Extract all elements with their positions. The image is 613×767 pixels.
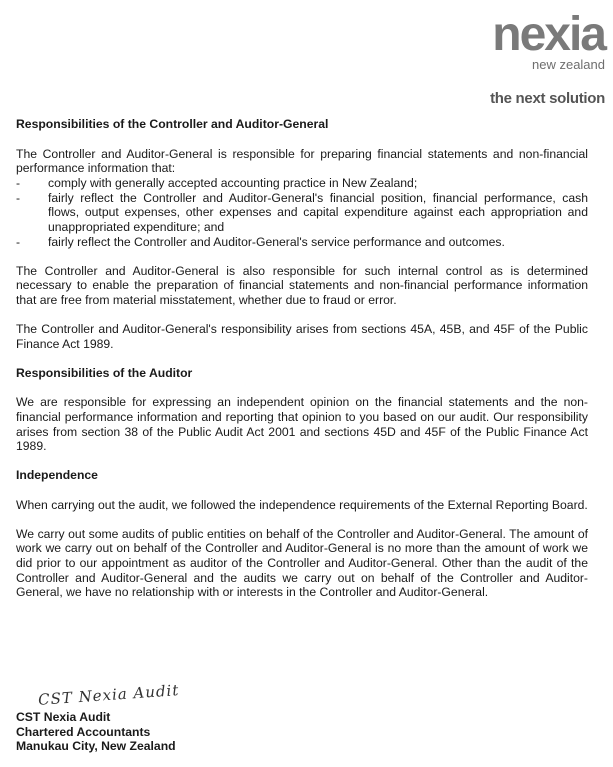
controller-para3: The Controller and Auditor-General's responsibility arises from sections 45A, 45B, and 45F of the Public Finance Act 1989. [16,322,588,351]
controller-para2: The Controller and Auditor-General is also responsible for such internal control as is determined necessary to enable the preparation of financial statements and non-financial performance information that are free from material misstatement, whether due to fraud or error. [16,263,588,307]
logo-subtitle: new zealand [532,57,605,72]
firm-location: Manukau City, New Zealand [16,739,176,754]
heading-controller: Responsibilities of the Controller and Auditor-General [16,117,329,131]
firm-title: Chartered Accountants [16,724,151,739]
heading-independence: Independence [16,468,98,483]
list-item: - fairly reflect the Controller and Auditor-General's financial position, financial performance, cash flows, output expenses, other expenses and capital expenditure against each appropriation and unappropriated expenditure; and [16,191,588,235]
heading-auditor: Responsibilities of the Auditor [16,365,193,380]
tagline: the next solution [490,90,605,107]
handwritten-signature: CST Nexia Audit [37,681,180,709]
list-item: - fairly reflect the Controller and Auditor-General's service performance and outcomes. [16,235,588,250]
independence-para2: We carry out some audits of public entities on behalf of the Controller and Auditor-General. The amount of work we carry out on behalf of the Controller and Auditor-General is no more than the amount of work we did prior to our appointment as auditor of the Controller and Auditor-General. Other than the audit of the Controller and Auditor-General and the audits we carry out on behalf of the Controller and Auditor-General, we have no relationship with or interests in the Controller and Auditor-General. [16,526,588,600]
list-item: - comply with generally accepted accounting practice in New Zealand; [16,176,588,191]
controller-bullets [16,176,588,249]
firm-name: CST Nexia Audit [16,710,111,724]
controller-intro: The Controller and Auditor-General is responsible for preparing financial statements and non-financial performance information that: [16,146,588,176]
signoff-block [16,710,176,754]
logo-wordmark: nexia [492,8,605,61]
nexia-logo [492,8,605,72]
document-body [16,117,588,614]
auditor-para1: We are responsible for expressing an independent opinion on the financial statements and the non-financial performance information and reporting that opinion to you based on our audit. Our responsibility arises from section 38 of the Public Audit Act 2001 and sections 45D and 45F of the Public Finance Act 1989. [16,395,588,454]
independence-para1: When carrying out the audit, we followed the independence requirements of the External Reporting Board. [16,497,588,512]
